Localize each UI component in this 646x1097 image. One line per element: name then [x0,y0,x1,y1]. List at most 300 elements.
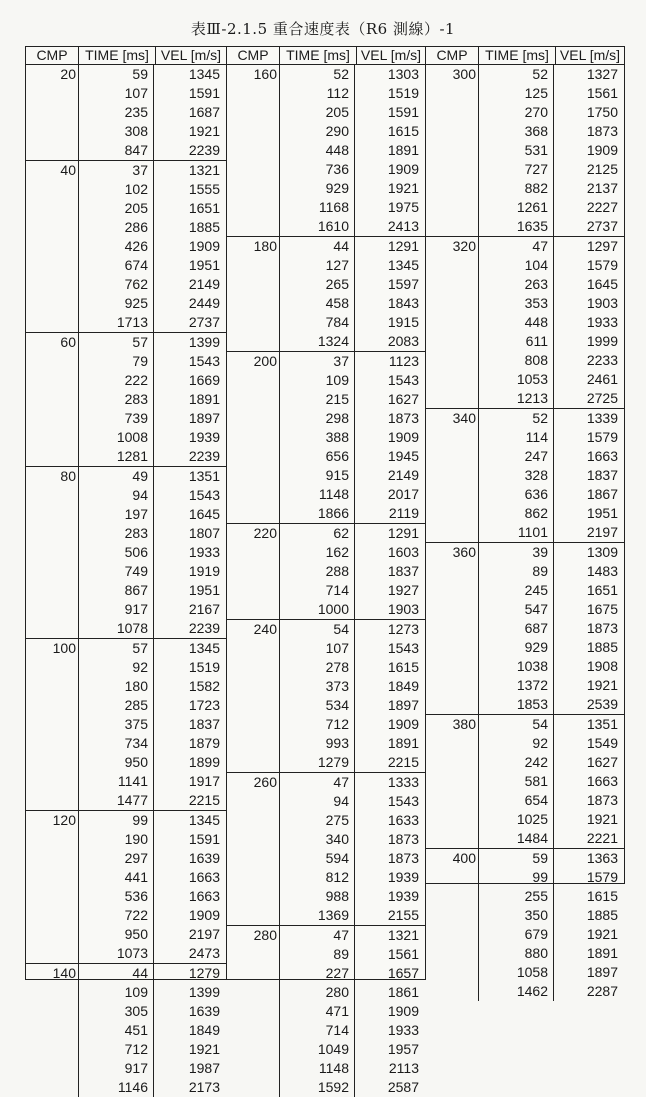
table-row [227,600,425,619]
table-row [26,772,226,791]
table-row [26,428,226,447]
cmp-cell [26,1040,78,1059]
time-cell: 441 [78,868,154,887]
time-cell: 1477 [78,791,154,810]
vel-cell: 1897 [586,964,618,980]
vel-cell: 1297 [586,238,618,254]
table-row [227,945,425,964]
vel-cell: 1921 [586,677,618,693]
time-cell: 534 [279,696,355,715]
vel-cell: 1837 [387,563,419,579]
cmp-cell [227,753,279,772]
cmp-cell [26,275,78,294]
vel-cell: 1279 [188,965,220,981]
time-cell: 59 [478,849,554,868]
cmp-cell [26,390,78,409]
time-cell: 1148 [279,485,355,504]
vel-cell: 1873 [387,831,419,847]
cmp-cell [227,179,279,198]
vel-cell: 1519 [387,85,419,101]
cmp-value: 120 [52,812,76,828]
cmp-cell [227,428,279,447]
cmp-cell [227,849,279,868]
time-cell: 451 [78,1021,154,1040]
cmp-cell [26,906,78,925]
time-cell: 288 [279,562,355,581]
cmp-cell [26,772,78,791]
cmp-cell [26,237,78,256]
time-cell: 1866 [279,504,355,523]
time-cell: 1261 [478,198,554,217]
time-cell: 1713 [78,313,154,332]
vel-cell: 2149 [387,467,419,483]
cmp-value-cell [426,65,476,84]
time-cell: 280 [279,983,355,1002]
vel-cell: 1543 [387,640,419,656]
table-row [227,715,425,734]
cmp-cell [426,122,478,141]
time-cell: 867 [78,581,154,600]
vel-cell: 2173 [188,1079,220,1095]
vel-cell: 2239 [188,448,220,464]
cmp-cell [227,983,279,1002]
table-row [26,1059,226,1078]
table-row [26,581,226,600]
time-cell: 79 [78,352,154,371]
header-cmp: CMP [237,47,269,63]
table-row [26,256,226,275]
time-cell: 925 [78,294,154,313]
cmp-value-cell [26,964,76,983]
vel-cell: 1345 [188,66,220,82]
vel-cell: 1933 [188,544,220,560]
vel-cell: 2233 [586,352,618,368]
cmp-cell [26,505,78,524]
table-row [227,160,425,179]
table-row [26,887,226,906]
time-cell: 1049 [279,1040,355,1059]
cmp-cell [26,103,78,122]
cmp-cell [227,887,279,906]
table-row [227,887,425,906]
table-row [426,179,624,198]
table-row [26,218,226,237]
time-cell: 762 [78,275,154,294]
cmp-cell [426,829,478,848]
vel-cell: 1579 [586,429,618,445]
vel-cell: 1687 [188,104,220,120]
table-row [227,371,425,390]
table-row [227,964,425,983]
table-row [26,103,226,122]
cmp-cell [26,218,78,237]
time-cell: 1281 [78,447,154,466]
table-row [26,925,226,944]
time-cell: 714 [279,581,355,600]
time-cell: 1078 [78,619,154,638]
time-cell: 712 [78,1040,154,1059]
time-cell: 734 [78,734,154,753]
table-row [426,676,624,695]
cmp-cell [426,734,478,753]
table-row [426,103,624,122]
cmp-value-cell [426,849,476,868]
header-time: TIME [ms] [78,47,156,64]
vel-cell: 1345 [188,812,220,828]
cmp-cell [426,294,478,313]
table-row [26,677,226,696]
table-row [426,294,624,313]
vel-cell: 1921 [387,180,419,196]
cmp-cell [426,772,478,791]
table-row [227,1002,425,1021]
cmp-cell [426,753,478,772]
time-cell: 353 [478,294,554,313]
table-row [426,141,624,160]
cmp-cell [227,332,279,351]
cmp-cell [26,715,78,734]
table-row [426,772,624,791]
vel-cell: 1555 [188,181,220,197]
time-cell: 679 [478,925,554,944]
vel-cell: 1675 [586,601,618,617]
time-cell: 1279 [279,753,355,772]
table-row [26,524,226,543]
time-cell: 92 [78,658,154,677]
cmp-cell [26,199,78,218]
cmp-value-cell [227,620,277,639]
vel-cell: 1921 [188,1041,220,1057]
time-cell: 993 [279,734,355,753]
time-cell: 39 [478,543,554,562]
time-cell: 162 [279,543,355,562]
table-row [426,906,624,925]
cmp-cell [426,370,478,389]
vel-cell: 1873 [586,620,618,636]
vel-cell: 1351 [586,716,618,732]
time-cell: 47 [478,237,554,256]
vel-cell: 1903 [387,601,419,617]
time-cell: 52 [279,65,355,84]
table-row [426,638,624,657]
vel-cell: 1615 [387,659,419,675]
time-cell: 247 [478,447,554,466]
table-row [426,810,624,829]
cmp-value: 240 [253,621,277,637]
vel-cell: 2287 [586,983,618,999]
table-row [426,963,624,982]
cmp-value-cell [26,639,76,658]
cmp-cell [426,523,478,542]
cmp-cell [26,849,78,868]
vel-cell: 2737 [586,218,618,234]
cmp-cell [426,657,478,676]
table-row [227,581,425,600]
vel-cell: 1951 [188,582,220,598]
time-cell: 1101 [478,523,554,542]
time-cell: 197 [78,505,154,524]
table-row [227,447,425,466]
cmp-cell [26,600,78,619]
cmp-cell [426,217,478,236]
time-cell: 1324 [279,332,355,351]
cmp-cell [26,1002,78,1021]
cmp-value-cell [227,926,277,945]
time-cell: 656 [279,447,355,466]
cmp-cell [227,485,279,504]
cmp-cell [227,160,279,179]
cmp-cell [227,543,279,562]
cmp-cell [426,868,478,887]
table-row [26,122,226,141]
time-cell: 929 [279,179,355,198]
table-row [426,581,624,600]
table-row [426,84,624,103]
cmp-cell [227,562,279,581]
cmp-cell [26,371,78,390]
cmp-value: 320 [452,238,476,254]
cmp-group [26,333,226,467]
time-cell: 104 [478,256,554,275]
vel-cell: 1957 [387,1041,419,1057]
vel-cell: 1651 [188,200,220,216]
cmp-cell [26,581,78,600]
time-cell: 99 [478,868,554,887]
time-cell: 736 [279,160,355,179]
table-row [26,1078,226,1097]
cmp-value-cell [26,333,76,352]
cmp-value-cell [426,409,476,428]
cmp-cell [26,428,78,447]
table-row [426,447,624,466]
vel-cell: 2137 [586,180,618,196]
cmp-cell [26,868,78,887]
time-cell: 37 [279,352,355,371]
vel-cell: 1939 [188,429,220,445]
time-cell: 471 [279,1002,355,1021]
cmp-value: 200 [253,353,277,369]
table-row [227,198,425,217]
time-cell: 44 [78,964,154,983]
vel-cell: 2215 [188,792,220,808]
cmp-cell [26,677,78,696]
cmp-cell [426,84,478,103]
cmp-cell [227,696,279,715]
table-row [227,428,425,447]
time-cell: 506 [78,543,154,562]
time-cell: 94 [78,486,154,505]
time-cell: 290 [279,122,355,141]
time-cell: 1635 [478,217,554,236]
vel-cell: 2125 [586,161,618,177]
time-cell: 270 [478,103,554,122]
time-cell: 245 [478,581,554,600]
cmp-group [26,639,226,811]
header-vel: VEL [m/s] [160,47,222,63]
vel-cell: 2587 [387,1079,419,1095]
vel-cell: 1909 [188,238,220,254]
cmp-value-cell [426,715,476,734]
cmp-cell [426,466,478,485]
cmp-value: 360 [452,544,476,560]
table-row [227,1040,425,1059]
table-row [426,198,624,217]
vel-cell: 1399 [188,334,220,350]
vel-cell: 1339 [586,410,618,426]
time-cell: 1038 [478,657,554,676]
table-row [227,122,425,141]
vel-cell: 1519 [188,659,220,675]
table-row [426,868,624,887]
time-cell: 950 [78,753,154,772]
vel-cell: 1891 [387,142,419,158]
time-cell: 57 [78,333,154,352]
table-row [426,332,624,351]
time-cell: 581 [478,772,554,791]
vel-cell: 1345 [188,640,220,656]
time-cell: 714 [279,1021,355,1040]
cmp-cell [26,658,78,677]
cmp-cell [426,504,478,523]
cmp-cell [426,313,478,332]
time-cell: 99 [78,811,154,830]
cmp-value-cell [26,161,76,180]
time-cell: 59 [78,65,154,84]
table-row [26,715,226,734]
vel-cell: 1891 [387,735,419,751]
cmp-group [227,65,425,237]
table-row [227,217,425,236]
time-cell: 107 [279,639,355,658]
table-row [426,619,624,638]
table-row [426,887,624,906]
table-row [227,696,425,715]
cmp-cell [26,524,78,543]
header-cmp: CMP [436,47,468,63]
table-row [227,294,425,313]
cmp-cell [227,945,279,964]
vel-cell: 1561 [586,85,618,101]
table-row [426,389,624,408]
time-cell: 227 [279,964,355,983]
vel-cell: 1645 [586,276,618,292]
vel-cell: 1915 [387,314,419,330]
vel-cell: 1939 [387,888,419,904]
cmp-cell [426,600,478,619]
table-row [227,332,425,351]
cmp-cell [26,486,78,505]
vel-cell: 2539 [586,696,618,712]
table-row [26,390,226,409]
table-row [426,466,624,485]
table-row [26,1021,226,1040]
time-cell: 812 [279,868,355,887]
time-cell: 547 [478,600,554,619]
cmp-value: 380 [452,716,476,732]
vel-cell: 1807 [188,525,220,541]
cmp-cell [26,122,78,141]
vel-cell: 1908 [586,658,618,674]
table-row [26,199,226,218]
table-row [426,370,624,389]
table-row [26,906,226,925]
vel-cell: 1933 [586,314,618,330]
cmp-cell [426,160,478,179]
vel-cell: 1899 [188,754,220,770]
vel-cell: 1917 [188,773,220,789]
table-row [26,849,226,868]
cmp-cell [426,887,478,906]
vel-cell: 1909 [387,429,419,445]
vel-cell: 1543 [387,793,419,809]
table-row [26,505,226,524]
time-cell: 242 [478,753,554,772]
table-row [227,677,425,696]
time-cell: 57 [78,639,154,658]
vel-cell: 1975 [387,199,419,215]
table-row [227,409,425,428]
vel-cell: 1837 [188,716,220,732]
table-row [26,562,226,581]
table-row [227,504,425,523]
cmp-cell [26,447,78,466]
table-row [227,868,425,887]
time-cell: 180 [78,677,154,696]
table-row [227,313,425,332]
time-cell: 278 [279,658,355,677]
cmp-cell [227,1040,279,1059]
cmp-cell [426,906,478,925]
vel-cell: 1885 [586,907,618,923]
table-row [227,103,425,122]
cmp-group [426,65,624,237]
cmp-cell [227,792,279,811]
time-cell: 1168 [279,198,355,217]
vel-cell: 1483 [586,563,618,579]
vel-cell: 2017 [387,486,419,502]
vel-cell: 1891 [586,945,618,961]
table-row [26,944,226,963]
time-cell: 1025 [478,810,554,829]
cmp-cell [227,600,279,619]
vel-cell: 1651 [586,582,618,598]
cmp-cell [227,294,279,313]
time-cell: 52 [478,65,554,84]
vel-cell: 2083 [387,333,419,349]
cmp-cell [227,811,279,830]
time-cell: 92 [478,734,554,753]
header-vel: VEL [m/s] [360,47,422,63]
vel-cell: 1885 [188,219,220,235]
vel-cell: 1843 [387,295,419,311]
time-cell: 1148 [279,1059,355,1078]
cmp-cell [426,695,478,714]
table-row [426,428,624,447]
table-row [426,504,624,523]
cmp-value: 100 [52,640,76,656]
time-cell: 255 [478,887,554,906]
table-row [227,485,425,504]
time-cell: 373 [279,677,355,696]
time-cell: 1008 [78,428,154,447]
table-row [426,791,624,810]
vel-cell: 1663 [586,773,618,789]
cmp-cell [227,84,279,103]
vel-cell: 1591 [188,831,220,847]
time-cell: 1146 [78,1078,154,1097]
cmp-cell [227,275,279,294]
vel-cell: 1627 [387,391,419,407]
